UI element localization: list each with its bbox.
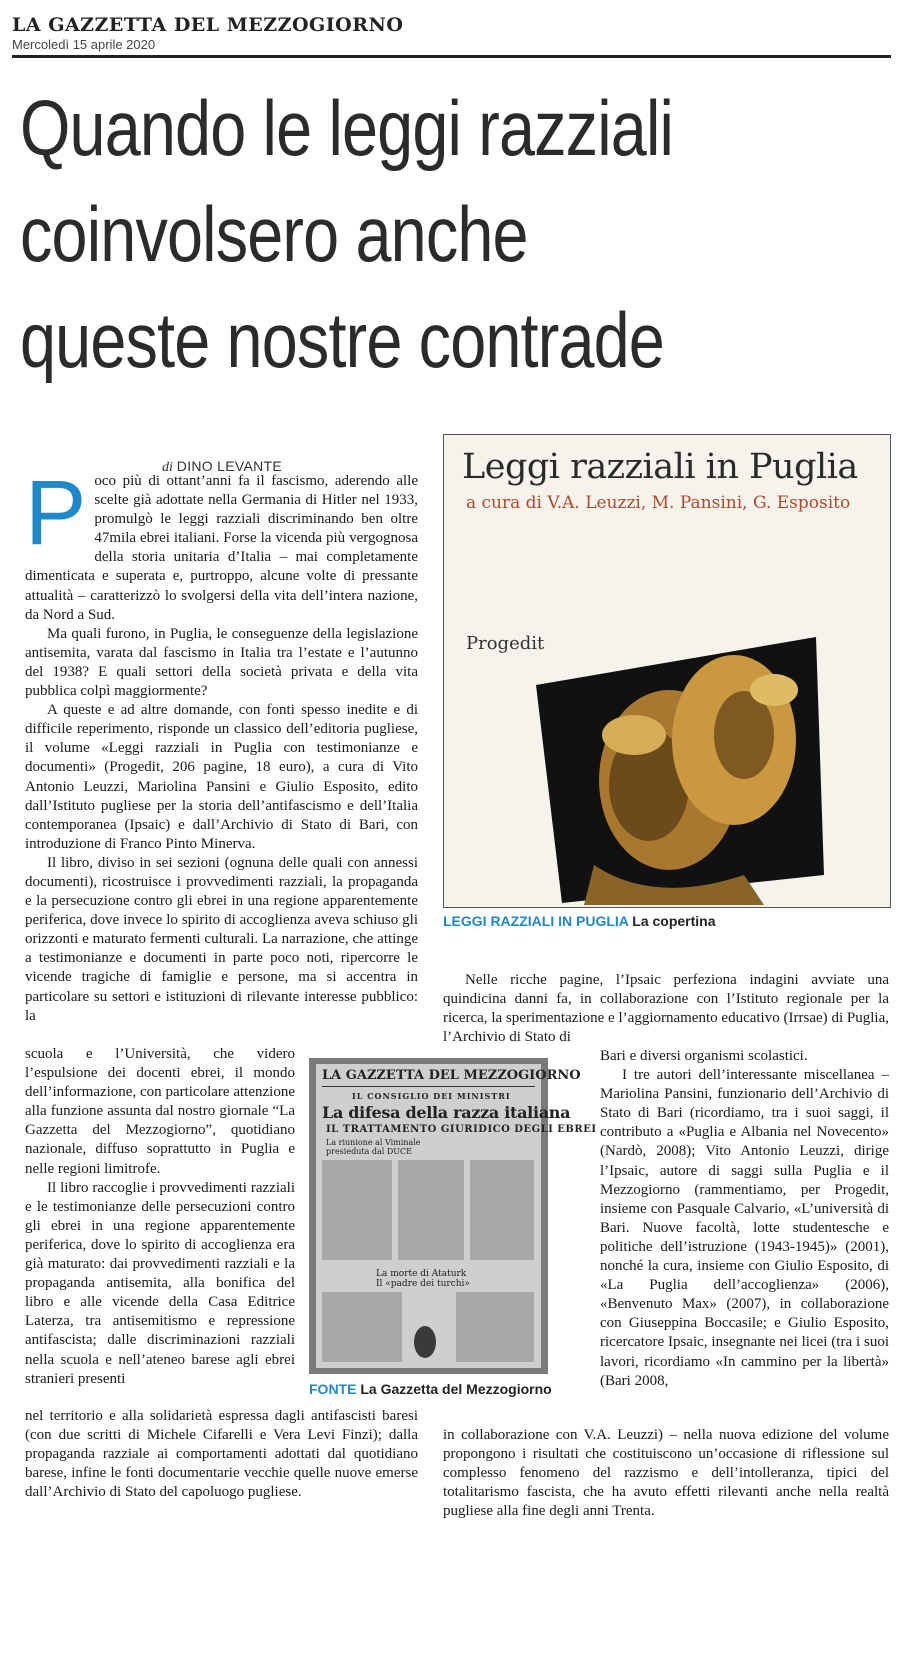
article-column-2-narrow: [600, 1047, 889, 1391]
paragraph-5: Il libro raccoglie i provvedimenti razziali e le testimonianze delle persecuzioni contro gli ebrei in una regione apparentemente periferica, dove lo spirito di accoglienza era già maturato: dai provvedimenti razziali e la propaganda antisemita, alla bonifica del libro e alle vicende della Casa Editrice Laterza, tra antisemitismo e repressione antifascista; dalle discriminazioni razziali nella scuola e nell’ateneo barese agli ebrei stranieri presenti: [25, 1179, 295, 1387]
paragraph-7: I tre autori dell’interessante miscellanea – Mariolina Pansini, funzionario dell’Archivio di Stato di Bari (ricordiamo, tra i suoi saggi, il contributo a «Puglia e Albania nel Novecento» (Nardò, 2008); Vito Antonio Leuzzi, dirige l’Ipsaic, autore di saggi sulla Puglia e il Mezzogiorno (rammentiamo, per Progedit, insieme con Pasquale Calvario, «L’università di Bari. Nuove facoltà, lotte studentesche e politiche dell’istruzione (1943-1945)» (2001), nonché la cura, insieme con Giulio Esposito, di «La Puglia dell’accoglienza» (2006), «Benvenuto Max» (2007), in collaborazione con Giuseppina Boccasile; e Giulio Esposito, ricercatore Ipsaic, insegnante nei licei (tra i suoi lavori, ricordiamo «In cammino per la libertà» (Bari 2008,: [600, 1067, 889, 1389]
paragraph-2: Ma quali furono, in Puglia, le conseguenze della legislazione antisemita, varata dal fascismo in Italia tra l’estate e l’autunno del 1938? E quali settori della società privata e della vita pubblica colpì maggiormente?: [25, 625, 418, 700]
book-cover-artwork: [444, 435, 890, 907]
book-cover-title: Leggi razziali in Puglia: [462, 447, 858, 487]
paragraph-6: Nelle ricche pagine, l’Ipsaic perfeziona indagini avviate una quindicina danni fa, in collaborazione con l’Istituto regionale per la ricerca, la sperimentazione e l’aggiornamento educativo (Irrsae) di Puglia, l’Archivio di Stato di: [443, 972, 889, 1046]
byline-prefix: di: [162, 460, 173, 475]
cover-caption-text: La copertina: [632, 913, 716, 929]
newspaper-page: [316, 1064, 597, 1368]
photo-kicker: [326, 1138, 421, 1156]
headline-line-2: coinvolsero anche: [20, 190, 528, 278]
article-headline: [20, 75, 750, 393]
byline-author: DINO LEVANTE: [176, 458, 283, 474]
photo-text-block: [322, 1160, 392, 1260]
photo-caption: [309, 1381, 552, 1397]
photo-text-block: [470, 1160, 534, 1260]
photo-caption-label: FONTE: [309, 1381, 357, 1397]
photo-subhead: IL TRATTAMENTO GIURIDICO DEGLI EBREI: [326, 1124, 597, 1135]
paragraph-3: A queste e ad altre domande, con fonti spesso inedite e di difficile reperimento, risponde un classico dell’editoria pugliese, il volume «Leggi razziali in Puglia con testimonianze e documenti» (Progedit, 206 pagine, 18 euro), a cura di Vito Antonio Leuzzi, Mariolina Pansini e Giulio Esposito, edito dall’Istituto pugliese per la storia dell’antifascismo e dell’Italia contemporanea (Ipsaic) e dall’Archivio di Stato di Bari, con introduzione di Franco Pinto Minerva.: [25, 702, 418, 852]
photo-story-line-1: La morte di Ataturk: [376, 1269, 467, 1279]
article-column-1-bottom: [25, 1407, 418, 1502]
issue-date: Mercoledì 15 aprile 2020: [12, 37, 156, 52]
photo-text-block: [322, 1292, 402, 1362]
article-column-2-top: [443, 971, 889, 1047]
photo-text-block: [456, 1292, 534, 1362]
photo-caption-text: La Gazzetta del Mezzogiorno: [360, 1381, 552, 1397]
photo-kicker-line-2: presieduta dal DUCE: [326, 1147, 412, 1156]
photo-portrait: [414, 1326, 436, 1358]
photo-text-block: [398, 1160, 464, 1260]
photo-story-line-2: Il «padre dei turchi»: [376, 1279, 470, 1289]
paragraph-4: Il libro, diviso in sei sezioni (ognuna delle quali con annessi documenti), ricostruisce i provvedimenti razziali, la propaganda e la persecuzione contro gli ebrei in una regione apparentemente periferica, dove invece lo spirito di accoglienza aveva schiuso gli orizzonti e maturato fermenti culturali. La narrazione, che attinge a testimonianze e documenti in parte poco noti, ripercorre le vicende tragiche di famiglie e persone, ma si accentra in particolare su settori e istituzioni di rilevante interesse pubblico: la: [25, 854, 418, 1024]
newspaper-masthead: LA GAZZETTA DEL MEZZOGIORNO: [12, 14, 404, 36]
headline-line-3: queste nostre contrade: [20, 296, 664, 384]
header-divider: [12, 55, 891, 58]
paragraph-6-continued: Bari e diversi organismi scolastici.: [600, 1048, 808, 1064]
photo-kicker-line-1: La riunione al Viminale: [326, 1138, 421, 1147]
paragraph-5-continued: nel territorio e alla solidarietà espressa dagli antifascisti baresi (con due scritti di Michele Cifarelli e Vera Levi Finzi); dalla propaganda razziale ai comportamenti adottati dal quotidiano barese, infine le fonti documentarie vecchie quelle nuove emerse dall’Archivio di Stato del capoluogo pugliese.: [25, 1408, 418, 1501]
book-cover-publisher: Progedit: [466, 633, 545, 654]
article-column-1-narrow: [25, 1045, 295, 1389]
book-cover-image: [443, 434, 891, 908]
paragraph-1: oco più di ottant’anni fa il fascismo, aderendo alle scelte già adottate nella Germania di Hitler nel 1933, promulgò le leggi razziali discriminando ben oltre 47mila ebrei italiani. Forse la vicenda più vergognosa della storia unitaria d’Italia – mai completamente dimenticata e superata e, purtroppo, alcune volte di pressante attualità – caratterizzò lo svolgersi della vita dell’intera nazione, da Nord a Sud.: [25, 473, 418, 623]
paragraph-7-continued: in collaborazione con V.A. Leuzzi) – nella nuova edizione del volume propongono i risultati che costituiscono un’occasione di riflessione sul complesso fenomeno del razzismo e dell’intolleranza, tipici del totalitarismo fascista, che ha avuto effetti rilevanti anche nella realtà pugliese alla fine degli anni Trenta.: [443, 1427, 889, 1520]
photo-headline: La difesa della razza italiana: [322, 1103, 571, 1122]
photo-rule: [322, 1086, 535, 1087]
article-column-2-bottom: [443, 1426, 889, 1521]
photo-story: [376, 1269, 470, 1289]
paragraph-4-continued: scuola e l’Università, che videro l’espulsione dei docenti ebrei, il mondo dell’informazione, con particolare attenzione alla funzione assunta dal nostro giornale “La Gazzetta del Mezzogiorno”, quotidiano nazionale, diffuso soprattutto in Puglia e nelle regioni limitrofe.: [25, 1046, 295, 1177]
drop-cap: P: [25, 462, 87, 564]
cover-caption: [443, 913, 716, 929]
newspaper-front-page-photo: [309, 1058, 597, 1374]
book-cover-authors: a cura di V.A. Leuzzi, M. Pansini, G. Esposito: [466, 493, 851, 513]
photo-masthead: LA GAZZETTA DEL MEZZOGIORNO: [322, 1068, 581, 1083]
photo-council-line: IL CONSIGLIO DEI MINISTRI: [352, 1091, 511, 1101]
cover-caption-label: LEGGI RAZZIALI IN PUGLIA: [443, 913, 629, 929]
headline-line-1: Quando le leggi razziali: [20, 84, 674, 172]
